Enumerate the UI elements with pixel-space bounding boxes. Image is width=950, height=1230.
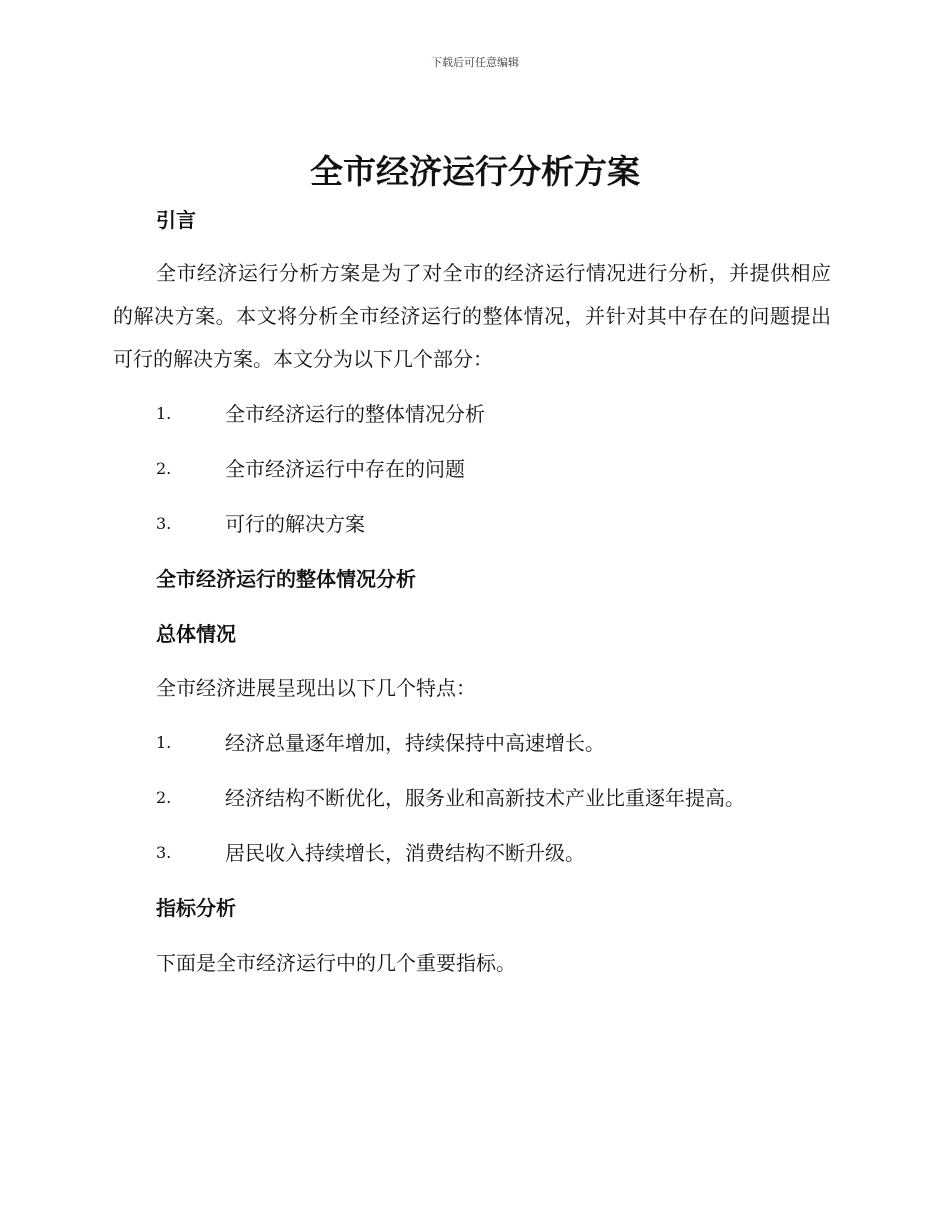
list-text: 经济结构不断优化，服务业和高新技术产业比重逐年提高。 — [225, 786, 745, 810]
overall-list-item-3 — [156, 839, 856, 867]
list-text: 全市经济运行中存在的问题 — [225, 457, 465, 481]
list-text: 居民收入持续增长，消费结构不断升级。 — [225, 841, 585, 865]
list-number: 1. — [156, 733, 172, 752]
list-text: 经济总量逐年增加，持续保持中高速增长。 — [225, 731, 605, 755]
intro-heading: 引言 — [156, 208, 196, 232]
list-number: 2. — [156, 459, 172, 478]
intro-list-item-3 — [156, 510, 856, 538]
list-number: 3. — [156, 514, 172, 533]
list-number: 2. — [156, 788, 172, 807]
overall-lead-text: 全市经济进展呈现出以下几个特点： — [156, 676, 476, 700]
intro-list-item-1 — [156, 400, 856, 428]
document-title: 全市经济运行分析方案 — [310, 152, 640, 191]
subsection-heading-overall: 总体情况 — [156, 622, 236, 646]
list-number: 3. — [156, 843, 172, 862]
intro-paragraph: 全市经济运行分析方案是为了对全市的经济运行情况进行分析，并提供相应的解决方案。本文将分析全市经济运行的整体情况，并针对其中存在的问题提出可行的解决方案。本文分为以下几个部分： — [113, 261, 831, 371]
overall-list-item-2 — [156, 784, 856, 812]
list-text: 可行的解决方案 — [225, 512, 365, 536]
list-text: 全市经济运行的整体情况分析 — [225, 402, 485, 426]
section-heading-overall-analysis: 全市经济运行的整体情况分析 — [156, 567, 416, 591]
list-number: 1. — [156, 404, 172, 423]
page-header-note: 下载后可任意编辑 — [431, 56, 519, 69]
indicators-lead-text: 下面是全市经济运行中的几个重要指标。 — [156, 951, 516, 975]
overall-list-item-1 — [156, 729, 856, 757]
intro-list-item-2 — [156, 455, 856, 483]
subsection-heading-indicators: 指标分析 — [156, 896, 236, 920]
